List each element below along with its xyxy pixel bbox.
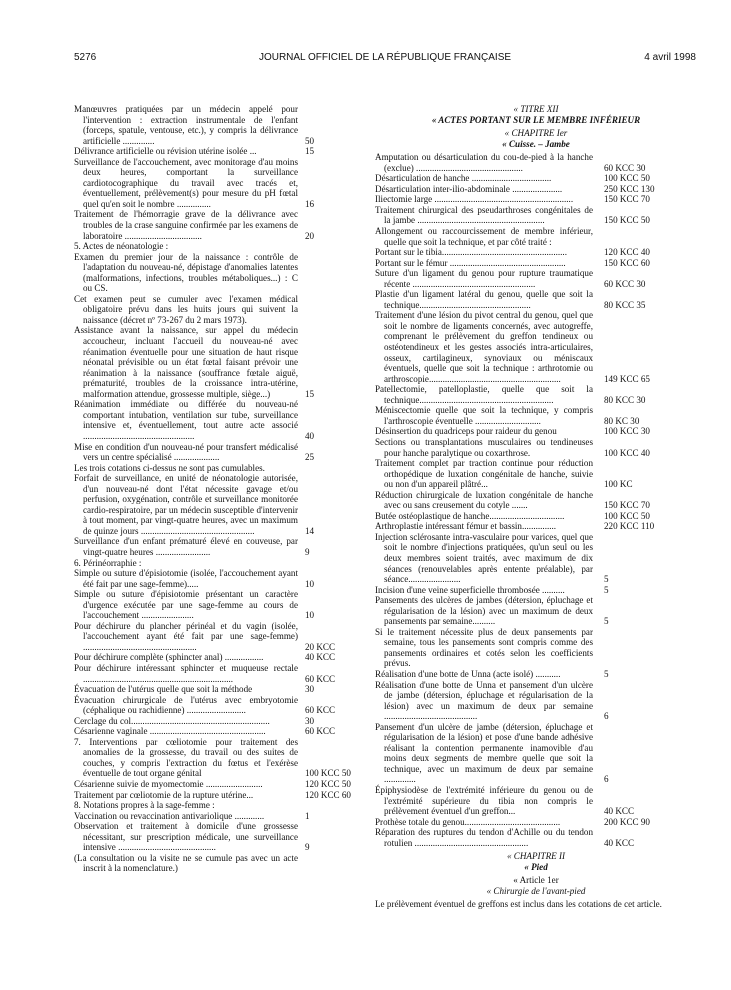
entry-value: 6: [604, 774, 609, 785]
entry-value: 15: [305, 388, 315, 399]
entry-text: Réduction chirurgicale de luxation congénitale de hanche avec ou sans creusement du cotyle .......: [375, 489, 593, 511]
entry-text: 6. Périnéorraphie :: [74, 557, 142, 568]
entry-value: 150 KCC 50: [604, 215, 650, 226]
nomenclature-entry: [74, 209, 362, 241]
nomenclature-entry: [74, 811, 362, 822]
nomenclature-entry: [375, 194, 697, 205]
nomenclature-entry: [375, 458, 697, 490]
chapitre2-name: « Pied: [524, 861, 548, 872]
titre-name: « ACTES PORTANT SUR LE MEMBRE INFÉRIEUR: [431, 114, 641, 125]
entry-text: Cerclage du col.............................................................: [74, 715, 270, 726]
entry-text: Amputation ou désarticulation du cou-de-pied à la hanche (exclue) ...............................................: [375, 152, 593, 173]
entry-text: Cet examen peut se cumuler avec l'examen médical obligatoire prévu dans les huits jours qui suivent la naissance (décret nº 73-267 du 2 mars 1973).: [74, 293, 298, 325]
entry-value: 250 KCC 130: [604, 183, 655, 194]
footer-note: Le prélèvement éventuel de greffons est inclus dans les cotations de cet article.: [375, 899, 662, 910]
entry-value: 15: [305, 146, 315, 157]
article-name: « Chirurgie de l'avant-pied: [486, 885, 586, 896]
issue-date: 4 avril 1998: [644, 52, 696, 63]
entry-value: 120 KCC 60: [305, 789, 351, 800]
nomenclature-entry: [375, 310, 697, 384]
nomenclature-entry: [375, 490, 697, 511]
entry-text: Réalisation d'une botte de Unna et pansement d'un ulcère de jambe (détersion, épluchage et régularisation de la lésion) avec un maximum de deux par semaine .........................................: [375, 679, 593, 722]
nomenclature-entry: [375, 405, 697, 426]
entry-text: Injection sclérosante intra-vasculaire pour varices, quel que soit le nombre d'injections pratiquées, qu'un seul ou les deux membres soient traités, avec maximum de dix séances (renouvelables après entente préalable), par séance.......................: [375, 531, 593, 585]
entry-text: Traitement d'une lésion du pivot central du genou, quel que soit le nombre de ligaments concernés, avec autogreffe, comprenant le prélèvement du greffon tendineux ou ostéotendineux et les gestes associés intra-articulaires, osseux, cartilagineux, synoviaux ou méniscaux éventuels, quelle que soit la technique : arthrotomie ou arthroscopie..........................................................: [375, 310, 593, 384]
nomenclature-entry: [375, 426, 697, 437]
nomenclature-entry: [375, 595, 697, 627]
entry-text: Portant sur le fémur ...................................................: [375, 257, 566, 268]
entry-value: 100 KCC 30: [604, 426, 650, 437]
entry-value: 100 KCC 50: [305, 768, 351, 779]
nomenclature-entry: [375, 205, 697, 226]
entry-value: 60 KCC: [305, 705, 336, 716]
entry-value: 9: [305, 546, 310, 557]
entry-value: 50: [305, 135, 315, 146]
nomenclature-entry: [74, 568, 362, 589]
entry-text: Vaccination ou revaccination antivariolique .............: [74, 810, 265, 821]
entry-text: Désarticulation de hanche ...................................: [375, 173, 552, 184]
entry-text: Les trois cotations ci-dessus ne sont pas cumulables.: [74, 462, 265, 473]
entry-value: 120 KCC 40: [604, 247, 650, 258]
entry-value: 200 KCC 90: [604, 816, 650, 827]
entry-value: 20: [305, 230, 315, 241]
nomenclature-entry: [74, 737, 362, 779]
entry-text: Traitement complet par traction continue pour réduction orthopédique de luxation congénitale de hanche, suivie ou non d'un appareil plâtré...: [375, 458, 593, 490]
entry-text: Simple ou suture d'épisiotomie présentant un caractère d'urgence exécutée par une sage-femme au cours de l'accouchement .......................: [74, 589, 298, 621]
entry-text: Pansement d'un ulcère de jambe (détersion, épluchage et régularisation de la lésion) et pose d'une bande adhésive réalisant la contention permanente inamovible d'au moins deux segments de membre quelle que soit la technique, avec un maximum de deux par semaine ..............: [375, 721, 593, 785]
entry-value: 10: [305, 578, 315, 589]
nomenclature-entry: [74, 442, 362, 463]
entry-text: 5. Actes de néonatologie :: [74, 241, 169, 252]
nomenclature-entry: [375, 669, 697, 680]
entry-text: Désinsertion du quadriceps pour raideur du genou: [375, 426, 557, 437]
entry-value: 150 KCC 60: [604, 257, 650, 268]
nomenclature-entry: [375, 511, 697, 522]
nomenclature-entry: [74, 695, 362, 716]
entry-text: Examen du premier jour de la naissance : contrôle de l'adaptation du nouveau-né, dépistage d'anomalies latentes (malformations, infections, troubles métaboliques...) : C ou CS.: [74, 251, 298, 294]
nomenclature-entry: [74, 463, 362, 474]
entry-value: 5: [604, 616, 609, 627]
entry-text: Délivrance artificielle ou révision utérine isolée ...: [74, 146, 257, 157]
nomenclature-entry: [375, 184, 697, 195]
entry-value: 60 KCC 30: [604, 278, 646, 289]
nomenclature-entry: [375, 532, 697, 585]
nomenclature-entry: [74, 241, 362, 252]
entry-value: 100 KCC 40: [604, 447, 650, 458]
nomenclature-entry: [74, 716, 362, 727]
chapitre-heading: « CHAPITRE Ier: [504, 128, 568, 139]
page-number: 5276: [74, 52, 97, 63]
nomenclature-entry: [375, 173, 697, 184]
journal-title: JOURNAL OFFICIEL DE LA RÉPUBLIQUE FRANÇAISE: [258, 52, 512, 63]
entry-text: 7. Interventions par cœliotomie pour traitement des anomalies de la grossesse, du travail ou des suites de couches, y compris l'extraction du fœtus et l'exérèse éventuelle de tout organe génital: [74, 736, 298, 779]
entry-value: 6: [604, 711, 609, 722]
entry-value: 60 KCC 30: [604, 162, 646, 173]
entry-value: 40: [305, 430, 315, 441]
entry-text: Césarienne vaginale ...................................................: [74, 726, 266, 737]
nomenclature-entry: [375, 289, 697, 310]
nomenclature-entry: [375, 226, 697, 247]
nomenclature-entry: [375, 258, 697, 269]
nomenclature-entry: [74, 157, 362, 210]
entry-value: 80 KC 30: [604, 415, 640, 426]
entry-value: 149 KCC 65: [604, 373, 650, 384]
entry-value: 30: [305, 684, 315, 695]
entry-text: Arthroplastie intéressant fémur et bassin...............: [375, 521, 557, 532]
entry-text: Incision d'une veine superficielle thrombosée ..........: [375, 584, 565, 595]
entry-text: Patellectomie, patelloplastie, quelle que soit la technique...........................................................: [375, 384, 593, 405]
right-column: [375, 104, 697, 910]
entry-value: 40 KCC: [305, 652, 336, 663]
entry-text: Pansements des ulcères de jambes (détersion, épluchage et régularisation de la lésion) avec un maximum de deux pansements par semaine..........: [375, 595, 593, 627]
entry-value: 16: [305, 198, 315, 209]
nomenclature-entry: [74, 779, 362, 790]
entry-value: 60 KCC: [305, 673, 336, 684]
entry-text: Mise en condition d'un nouveau-né pour transfert médicalisé vers un centre spécialisé ....................: [74, 441, 298, 463]
entry-value: 220 KCC 110: [604, 521, 655, 532]
entry-value: 30: [305, 715, 315, 726]
nomenclature-entry: [375, 521, 697, 532]
entry-text: Iliectomie large .............................................................: [375, 194, 574, 205]
nomenclature-entry: [375, 722, 697, 785]
chapitre-name: « Cuisse. – Jambe: [502, 138, 570, 149]
entry-text: Évacuation de l'utérus quelle que soit la méthode: [74, 684, 253, 695]
nomenclature-entry: [74, 800, 362, 811]
nomenclature-entry: [375, 785, 697, 817]
nomenclature-entry: [74, 790, 362, 801]
entry-text: Épiphysiodèse de l'extrémité inférieure du genou ou de l'extrémité supérieure du tibia non compris le prélèvement éventuel d'un greffon...: [375, 785, 593, 817]
entry-value: 5: [604, 584, 609, 595]
entry-value: 40 KCC: [604, 806, 635, 817]
entry-text: Sections ou transplantations musculaires ou tendineuses pour hanche paralytique ou coxarthrose.: [375, 436, 593, 458]
nomenclature-entry: [375, 247, 697, 258]
entry-value: 20 KCC: [305, 641, 336, 652]
entry-value: 40 KCC: [604, 837, 635, 848]
entry-value: 80 KCC 30: [604, 394, 646, 405]
entry-text: Si le traitement nécessite plus de deux pansements par semaine, tous les pansements sont compris comme des pansements ordinaires et cotés selon les coefficients prévus.: [375, 626, 593, 669]
entry-text: Portant sur le tibia.......................................................: [375, 247, 567, 258]
entry-text: Réalisation d'une botte de Unna (acte isolé) ...........: [375, 668, 561, 679]
nomenclature-entry: [375, 268, 697, 289]
entry-value: 100 KCC 50: [604, 510, 650, 521]
left-column: [74, 104, 362, 874]
entry-text: Césarienne suivie de myomectomie .........................: [74, 779, 263, 789]
nomenclature-entry: [74, 663, 362, 684]
entry-value: 120 KCC 50: [305, 779, 351, 789]
nomenclature-entry: [74, 684, 362, 695]
nomenclature-entry: [74, 652, 362, 663]
entry-text: Traitement de l'hémorragie grave de la délivrance avec troubles de la crase sanguine confirmée par les examens de laboratoire ..................................: [74, 209, 298, 241]
entry-value: 150 KCC 70: [604, 194, 650, 205]
titre-heading: « TITRE XII: [513, 104, 559, 114]
nomenclature-entry: [375, 680, 697, 722]
entry-text: Réanimation immédiate ou différée du nouveau-né comportant intubation, ventilation sur tube, surveillance intensive et, éventuellement, tout autre acte associé .................................................: [74, 399, 298, 441]
entry-value: 150 KCC 70: [604, 500, 650, 511]
chapitre2-heading: « CHAPITRE II: [506, 851, 566, 862]
entry-value: 80 KCC 35: [604, 299, 646, 310]
entry-text: Pour déchirure intéressant sphincter et muqueuse rectale ..................................................................: [74, 662, 298, 684]
entry-value: 9: [305, 842, 310, 853]
nomenclature-entry: [74, 853, 362, 874]
nomenclature-entry: [375, 627, 697, 669]
nomenclature-entry: [375, 437, 697, 458]
entry-text: Surveillance de l'accouchement, avec monitorage d'au moins deux heures, comportant la surveillance cardiotocographique du travail avec tracés et, éventuellement, prélèvement(s) pour mesure du pH fœtal quel qu'en soit le nombre ...............: [74, 156, 298, 209]
entry-text: Butée ostéoplastique de hanche.................................: [375, 510, 565, 521]
nomenclature-entry: [74, 294, 362, 326]
entry-text: Surveillance d'un enfant prématuré élevé en couveuse, par vingt-quatre heures ........................: [74, 536, 298, 557]
nomenclature-entry: [74, 325, 362, 399]
entry-value: 10: [305, 610, 315, 621]
entry-text: Réparation des ruptures du tendon d'Achille ou du tendon rotulien ..................................................: [375, 827, 593, 848]
entry-text: Suture d'un ligament du genou pour rupture traumatique récente ......................................................: [375, 268, 593, 289]
entry-text: Pour déchirure complète (sphincter anal) .................: [74, 652, 264, 663]
entry-text: (La consultation ou la visite ne se cumule pas avec un acte inscrit à la nomenclature.): [74, 852, 298, 874]
entry-text: Désarticulation inter-ilio-abdominale ......................: [375, 183, 563, 194]
entry-text: Observation et traitement à domicile d'une grossesse nécessitant, sur prescription médicale, une surveillance intensive ...........................................: [74, 821, 298, 853]
nomenclature-entry: [74, 821, 362, 853]
entry-value: 5: [604, 668, 609, 679]
entry-text: Forfait de surveillance, en unité de néonatologie autorisée, d'un nouveau-né dont l'état nécessite gavage et/ou perfusion, oxygénation, contrôle et surveillance monitorée cardio-respiratoire, par un médecin susceptible d'intervenir à tout moment, par vingt-quatre heures, avec un maximum de quinze jours ..................................................: [74, 473, 298, 536]
entry-text: Évacuation chirurgicale de l'utérus avec embryotomie (céphalique ou rachidienne) ..........................: [74, 694, 298, 716]
entry-text: Assistance avant la naissance, sur appel du médecin accoucheur, incluant l'accueil du nouveau-né avec réanimation éventuelle pour une situation de haut risque néonatal prévisible ou un état fœtal faisant prévoir une réanimation à la naissance (souffrance fœtale aiguë, prématurité, troubles de la croissance intra-utérine, malformation attendue, grossesse multiple, siège...): [74, 325, 298, 399]
entry-value: 5: [604, 574, 609, 585]
entry-value: 25: [305, 452, 315, 463]
entry-text: 8. Notations propres à la sage-femme :: [74, 800, 215, 811]
nomenclature-entry: [74, 726, 362, 737]
entry-text: Allongement ou raccourcissement de membre inférieur, quelle que soit la technique, et par côté traité :: [375, 226, 593, 247]
entry-value: 100 KC: [604, 479, 633, 490]
entry-text: Pour déchirure du plancher périnéal et du vagin (isolée, l'accouchement ayant été fait par une sage-femme) ..................................................: [74, 620, 298, 652]
entry-text: Traitement par cœliotomie de la rupture utérine...: [74, 789, 254, 800]
nomenclature-entry: [74, 399, 362, 441]
entry-value: 1: [305, 810, 310, 821]
entry-text: Prothèse totale du genou..........................................: [375, 816, 561, 827]
entry-text: Méniscectomie quelle que soit la technique, y compris l'arthroscopie éventuelle .............................: [375, 405, 593, 426]
nomenclature-entry: [375, 585, 697, 596]
entry-text: Traitement chirurgical des pseudarthroses congénitales de la jambe ........................................................: [375, 204, 593, 226]
nomenclature-entry: [375, 827, 697, 848]
entry-value: 100 KCC 50: [604, 173, 650, 184]
entry-text: Manœuvres pratiquées par un médecin appelé pour l'intervention : extraction instrumentale de l'enfant (forceps, spatule, ventouse, etc.), y compris la délivrance artificielle ..............: [74, 104, 298, 146]
page-header: [74, 52, 696, 66]
entry-value: 14: [305, 525, 315, 536]
right-entries: [375, 152, 697, 848]
nomenclature-entry: [375, 817, 697, 828]
nomenclature-entry: [74, 621, 362, 653]
nomenclature-entry: [74, 589, 362, 621]
entry-value: 60 KCC: [305, 726, 336, 737]
nomenclature-entry: [74, 252, 362, 294]
entry-text: Plastie d'un ligament latéral du genou, quelle que soit la technique.................................................: [375, 289, 593, 310]
nomenclature-entry: [74, 558, 362, 569]
nomenclature-entry: [375, 384, 697, 405]
nomenclature-entry: [74, 146, 362, 157]
entry-text: Simple ou suture d'épisiotomie (isolée, l'accouchement ayant été fait par une sage-femme).....: [74, 568, 298, 589]
article-heading: « Article 1er: [513, 875, 559, 886]
nomenclature-entry: [74, 536, 362, 557]
nomenclature-entry: [375, 152, 697, 173]
nomenclature-entry: [74, 104, 362, 146]
nomenclature-entry: [74, 473, 362, 536]
